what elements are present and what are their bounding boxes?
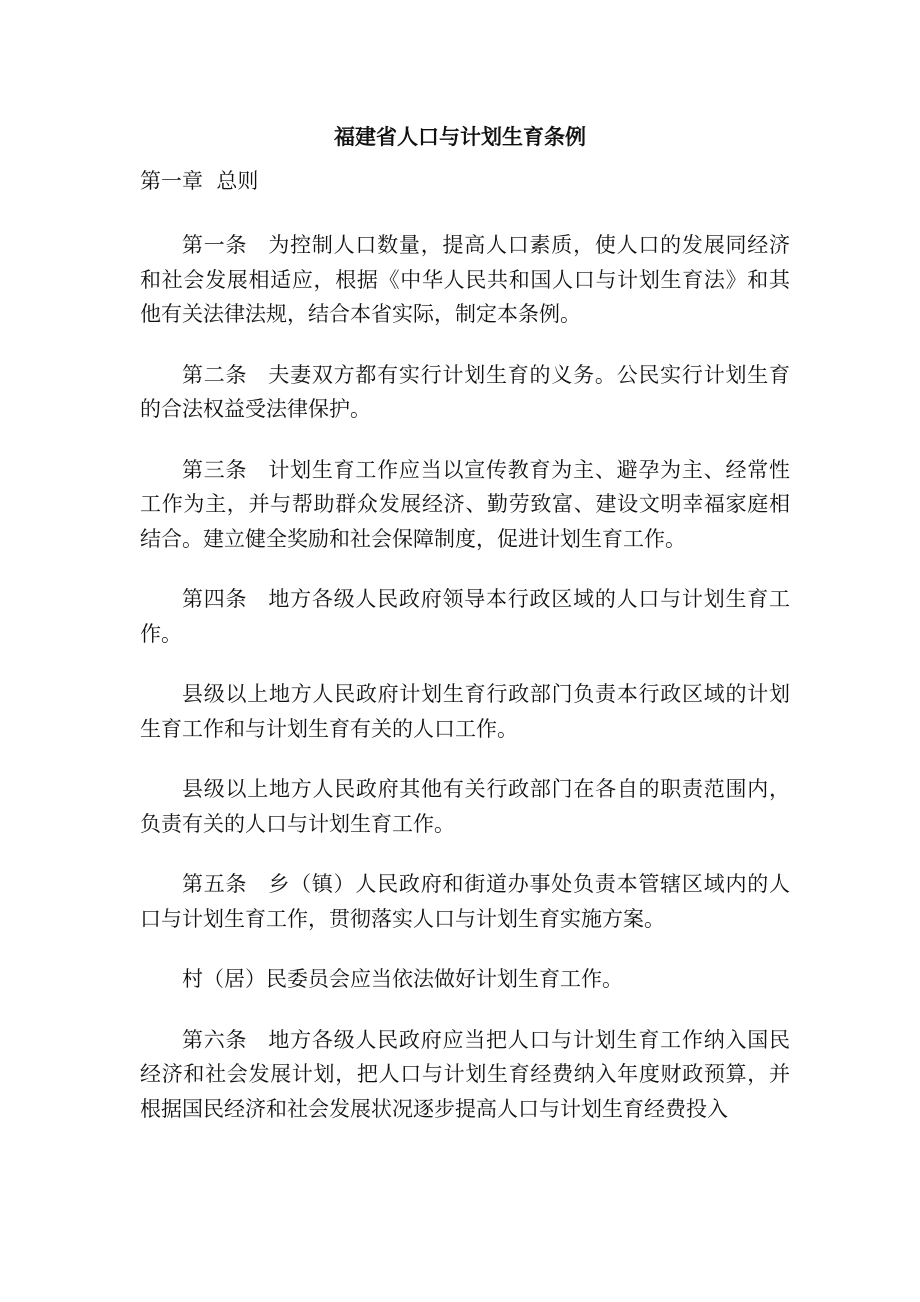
article-text: 夫妻双方都有实行计划生育的义务。公民实行计划生育的合法权益受法律保护。 — [140, 362, 791, 421]
article-6 — [140, 1023, 790, 1127]
article-number: 第三条 — [182, 457, 248, 482]
article-text: 计划生育工作应当以宣传教育为主、避孕为主、经常性工作为主，并与帮助群众发展经济、勤劳致富、建设文明幸福家庭相结合。建立健全奖励和社会保障制度，促进计划生育工作。 — [140, 457, 791, 551]
article-text: 地方各级人民政府领导本行政区域的人口与计划生育工作。 — [140, 587, 791, 646]
clause-text: 县级以上地方人民政府计划生育行政部门负责本行政区域的计划生育工作和与计划生育有关的人口工作。 — [140, 682, 790, 741]
article-number: 第四条 — [182, 587, 248, 611]
article-1 — [140, 228, 790, 332]
article-4-clause-2 — [140, 677, 790, 746]
article-number: 第五条 — [182, 872, 248, 896]
article-text: 为控制人口数量，提高人口素质，使人口的发展同经济和社会发展相适应，根据《中华人民共和国人口与计划生育法》和其他有关法律法规，结合本省实际，制定本条例。 — [140, 233, 791, 326]
article-number: 第六条 — [182, 1027, 248, 1052]
article-4-clause-3 — [140, 772, 790, 841]
chapter-heading: 第一章 总则 — [140, 169, 259, 193]
clause-text: 县级以上地方人民政府其他有关行政部门在各自的职责范围内，负责有关的人口与计划生育工作。 — [140, 777, 790, 836]
article-text: 地方各级人民政府应当把人口与计划生育工作纳入国民经济和社会发展计划，把人口与计划生育经费纳入年度财政预算，并根据国民经济和社会发展状况逐步提高人口与计划生育经费投入 — [140, 1027, 791, 1121]
article-5 — [140, 867, 790, 936]
article-number: 第二条 — [182, 362, 248, 387]
clause-text: 村（居）民委员会应当依法做好计划生育工作。 — [182, 967, 623, 991]
article-text: 乡（镇）人民政府和街道办事处负责本管辖区域内的人口与计划生育工作，贯彻落实人口与计划生育实施方案。 — [140, 872, 791, 931]
document-title: 福建省人口与计划生育条例 — [334, 124, 586, 149]
article-2 — [140, 358, 790, 427]
article-5-clause-2 — [140, 962, 790, 997]
article-3 — [140, 453, 790, 557]
document-body — [140, 228, 790, 1152]
article-number: 第一条 — [182, 233, 248, 257]
article-4 — [140, 582, 790, 651]
